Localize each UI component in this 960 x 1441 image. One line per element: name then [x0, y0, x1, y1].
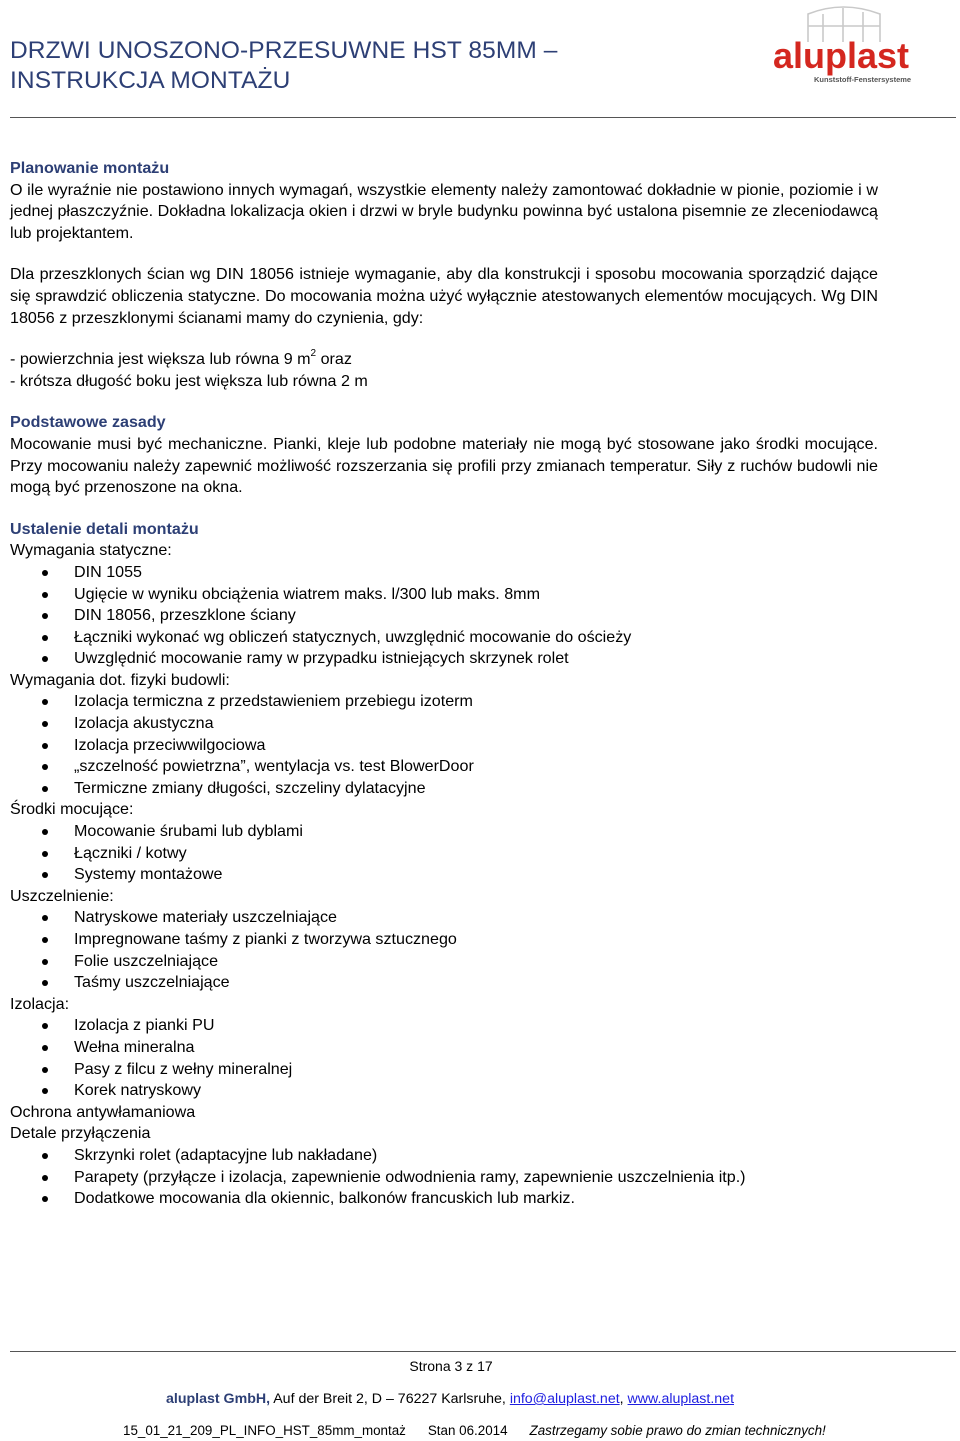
condition-side-length: - krótsza długość boku jest większa lub równa 2 m	[10, 371, 368, 390]
paragraph-din-18056: Dla przeszklonych ścian wg DIN 18056 istnieje wymaganie, aby dla konstrukcji i sposobu mocowania sporządzić dające się sprawdzić obliczenia statyczne. Do mocowania można użyć wyłącznie atestowanych elementów mocujących. Wg DIN 18056 z przeszklonymi ścianami mamy do czynienia, gdy:	[10, 265, 878, 327]
heading-installation-details: Ustalenie detali montażu	[10, 519, 199, 538]
list-item: Systemy montażowe	[10, 864, 878, 886]
list-item: DIN 1055	[10, 562, 878, 584]
document-id: 15_01_21_209_PL_INFO_HST_85mm_montaż	[123, 1423, 406, 1438]
list-physics	[10, 691, 878, 799]
list-item: Folie uszczelniające	[10, 951, 878, 973]
list-item: Pasy z filcu z wełny mineralnej	[10, 1059, 878, 1081]
title-line-2: INSTRUKCJA MONTAŻU	[10, 67, 291, 94]
list-item: Parapety (przyłącze i izolacja, zapewnienie odwodnienia ramy, zapewnienie uszczelnienia itp.)	[10, 1167, 878, 1189]
list-item: Natryskowe materiały uszczelniające	[10, 907, 878, 929]
list-item: Izolacja termiczna z przedstawieniem przebiegu izoterm	[10, 691, 878, 713]
list-item: Dodatkowe mocowania dla okiennic, balkonów francuskich lub markiz.	[10, 1188, 878, 1210]
list-connection-details	[10, 1145, 878, 1210]
list-item: Impregnowane taśmy z pianki z tworzywa sztucznego	[10, 929, 878, 951]
label-burglary-protection: Ochrona antywłamaniowa	[10, 1102, 196, 1121]
condition-area: - powierzchnia jest większa lub równa 9 $m^2$ oraz	[10, 348, 352, 369]
paragraph-planning: O ile wyraźnie nie postawiono innych wymagań, wszystkie elementy należy zamontować dokładnie w pionie, poziomie i w jednej płaszczyźnie. Dokładna lokalizacja okien i drzwi w bryle budynku powinna być ustalona pisemnie ze zleceniodawcą lub projektantem.	[10, 180, 878, 242]
list-item: „szczelność powietrzna”, wentylacja vs. test BlowerDoor	[10, 756, 878, 778]
header-divider	[10, 117, 956, 118]
aluplast-logo	[768, 2, 918, 92]
disclaimer: Zastrzegamy sobie prawo do zmian technicznych!	[529, 1423, 826, 1438]
list-item: Ugięcie w wyniku obciążenia wiatrem maks. l/300 lub maks. 8mm	[10, 584, 878, 606]
page-header	[0, 0, 960, 120]
footer-divider	[10, 1351, 956, 1352]
list-item: Korek natryskowy	[10, 1080, 878, 1102]
group-label-physics: Wymagania dot. fizyki budowli:	[10, 670, 230, 689]
logo-wordmark: aluplast	[773, 35, 910, 76]
list-item: Izolacja akustyczna	[10, 713, 878, 735]
paragraph-basic-rules: Mocowanie musi być mechaniczne. Pianki, kleje lub podobne materiały nie mogą być stosowane jako środki mocujące. Przy mocowaniu należy zapewnić możliwość rozszerzania się profili przy zmianach temperatur. Siły z ruchów budowli nie mogą być przenoszone na okna.	[10, 434, 878, 497]
document-body	[10, 158, 878, 1210]
document-status: Stan 06.2014	[427, 1423, 508, 1438]
list-static	[10, 562, 878, 670]
email-link[interactable]: info@aluplast.net	[509, 1391, 620, 1407]
group-label-sealing: Uszczelnienie:	[10, 886, 114, 905]
list-item: Skrzynki rolet (adaptacyjne lub nakładane)	[10, 1145, 878, 1167]
website-link[interactable]: www.aluplast.net	[627, 1391, 735, 1407]
heading-basic-rules: Podstawowe zasady	[10, 413, 166, 432]
group-label-fasteners: Środki mocujące:	[10, 800, 134, 819]
list-item: Wełna mineralna	[10, 1037, 878, 1059]
heading-planning: Planowanie montażu	[10, 159, 170, 177]
company-address: aluplast GmbH, Auf der Breit 2, D – 76227 Karlsruhe, info@aluplast.net, www.aluplast.net	[166, 1391, 735, 1407]
list-item: Uwzględnić mocowanie ramy w przypadku istniejących skrzynek rolet	[10, 648, 878, 670]
list-item: Mocowanie śrubami lub dyblami	[10, 821, 878, 843]
list-item: Taśmy uszczelniające	[10, 972, 878, 994]
list-insulation	[10, 1015, 878, 1101]
list-sealing	[10, 907, 878, 993]
label-connection-details: Detale przyłączenia	[10, 1124, 151, 1143]
list-item: Łączniki / kotwy	[10, 843, 878, 865]
company-name: aluplast GmbH,	[166, 1391, 271, 1407]
document-meta	[123, 1423, 826, 1438]
title-line-1: DRZWI UNOSZONO-PRZESUWNE HST 85MM –	[10, 37, 558, 64]
street-address: Auf der Breit 2, D – 76227 Karlsruhe,	[270, 1391, 510, 1407]
page-number: Strona 3 z 17	[409, 1358, 493, 1374]
list-item: DIN 18056, przeszklone ściany	[10, 605, 878, 627]
list-item: Izolacja z pianki PU	[10, 1015, 878, 1037]
list-item: Łączniki wykonać wg obliczeń statycznych, uwzględnić mocowanie do ościeży	[10, 627, 878, 649]
list-item: Termiczne zmiany długości, szczeliny dylatacyjne	[10, 778, 878, 800]
document-title	[10, 36, 558, 96]
logo-tagline: Kunststoff-Fenstersysteme	[814, 75, 912, 84]
list-fasteners	[10, 821, 878, 886]
group-label-insulation: Izolacja:	[10, 994, 70, 1013]
group-label-static: Wymagania statyczne:	[10, 541, 172, 560]
list-item: Izolacja przeciwwilgociowa	[10, 735, 878, 757]
